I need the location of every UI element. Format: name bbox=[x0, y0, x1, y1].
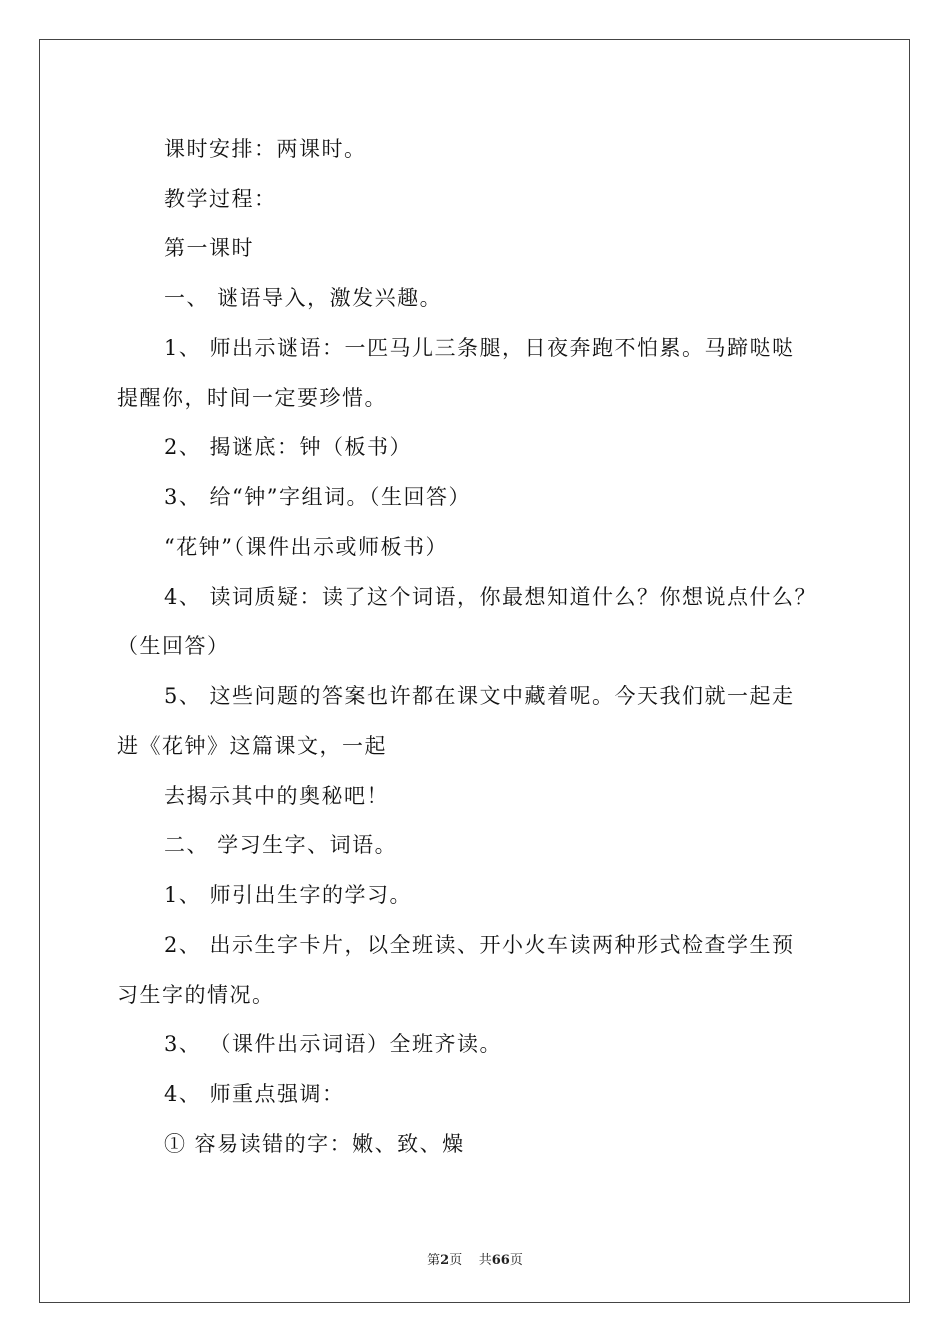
page-frame bbox=[39, 39, 910, 1303]
text-line: 二、 学习生字、词语。 bbox=[164, 833, 398, 857]
text-line: （生回答） bbox=[117, 634, 230, 658]
page-footer bbox=[0, 1249, 950, 1268]
text-line: 第一课时 bbox=[164, 236, 254, 260]
total-pages: 66 bbox=[491, 1253, 510, 1268]
text-line: 2、 揭谜底：钟（板书） bbox=[164, 435, 413, 459]
text-line: 1、 师引出生字的学习。 bbox=[164, 883, 413, 907]
text-line: 习生字的情况。 bbox=[117, 983, 275, 1007]
text-line: 去揭示其中的奥秘吧！ bbox=[164, 784, 389, 808]
text-line: 2、 出示生字卡片，以全班读、开小火车读两种形式检查学生预 bbox=[164, 933, 795, 957]
text-line: “花钟”（课件出示或师板书） bbox=[164, 535, 448, 559]
text-line: 课时安排：两课时。 bbox=[164, 137, 367, 161]
page-number: 2 bbox=[440, 1253, 450, 1268]
total-suffix: 页 bbox=[509, 1253, 523, 1268]
text-line: 教学过程： bbox=[164, 187, 277, 211]
page-prefix: 第 bbox=[427, 1253, 441, 1268]
text-line: ① 容易读错的字：嫩、致、燥 bbox=[164, 1132, 465, 1156]
page-suffix: 页 bbox=[449, 1253, 463, 1268]
text-line: 进《花钟》这篇课文，一起 bbox=[117, 734, 387, 758]
text-line: 提醒你，时间一定要珍惜。 bbox=[117, 386, 387, 410]
text-line: 1、 师出示谜语：一匹马儿三条腿，日夜奔跑不怕累。马蹄哒哒 bbox=[164, 336, 795, 360]
text-line: 4、 读词质疑：读了这个词语，你最想知道什么？你想说点什么？ bbox=[164, 585, 818, 609]
text-line: 一、 谜语导入，激发兴趣。 bbox=[164, 286, 443, 310]
text-line: 4、 师重点强调： bbox=[164, 1082, 345, 1106]
text-line: 3、 （课件出示词语）全班齐读。 bbox=[164, 1032, 503, 1056]
total-prefix: 共 bbox=[478, 1253, 492, 1268]
text-line: 5、 这些问题的答案也许都在课文中藏着呢。今天我们就一起走 bbox=[164, 684, 795, 708]
text-line: 3、 给“钟”字组词。（生回答） bbox=[164, 485, 472, 509]
